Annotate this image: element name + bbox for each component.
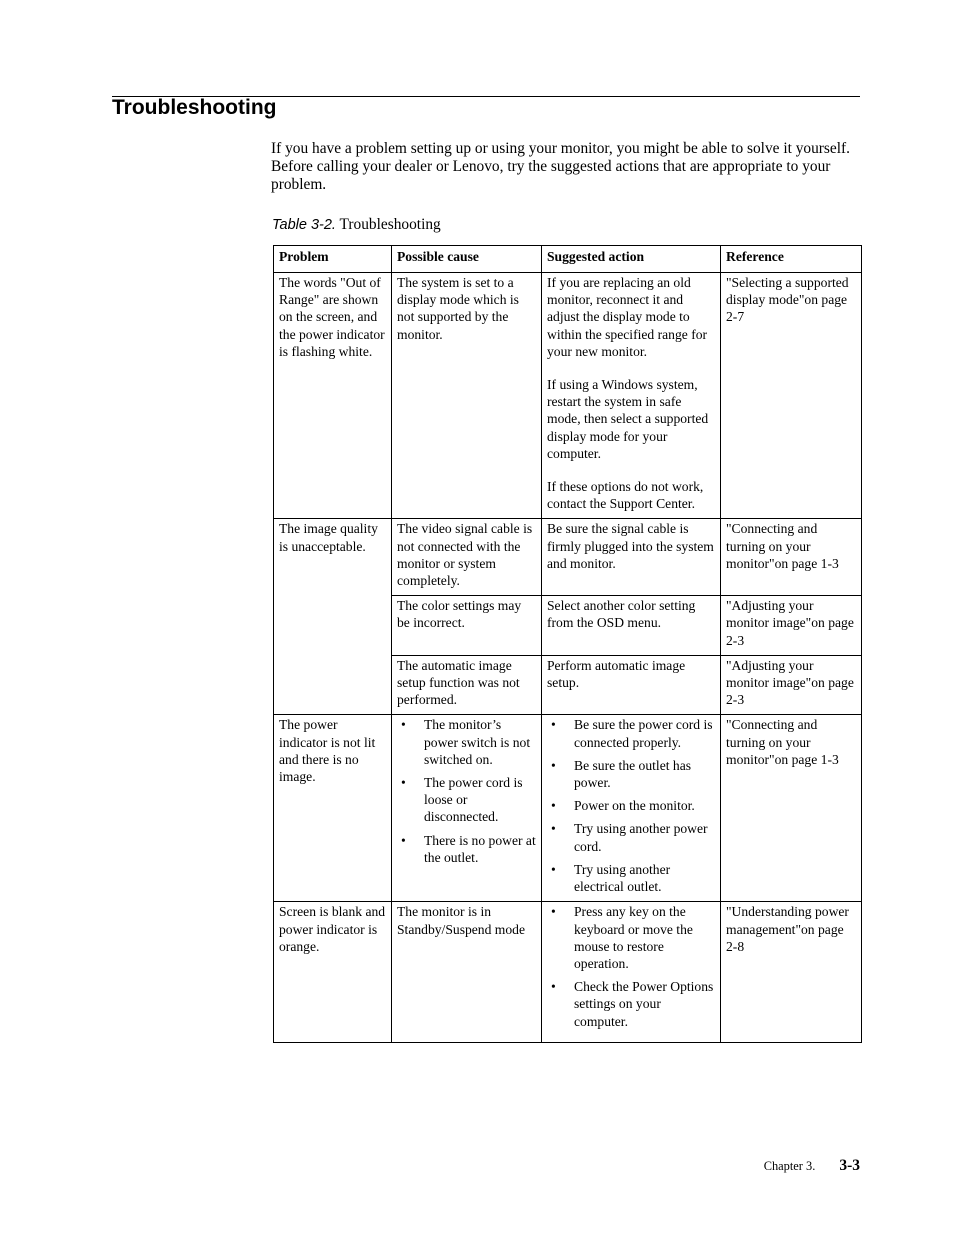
problem-cell: Screen is blank and power indicator is orange. [274, 902, 392, 1042]
list-item: • The power cord is loose or disconnected. [397, 774, 536, 826]
list-item: • There is no power at the outlet. [397, 832, 536, 866]
table-caption-text: Troubleshooting [335, 216, 441, 233]
reference-cell: "Connecting and turning on your monitor"on page 1-3 [721, 519, 862, 596]
action-paragraph: If using a Windows system, restart the system in safe mode, then select a supported display mode for your computer. [547, 377, 709, 461]
action-cell [542, 715, 721, 902]
header-possible-cause: Possible cause [392, 246, 542, 273]
action-cell [542, 902, 721, 1042]
action-paragraph: If you are replacing an old monitor, reconnect it and adjust the display mode to within the specified range for your new monitor. [547, 275, 708, 359]
action-cell: Select another color setting from the OSD menu. [542, 596, 721, 656]
action-list [547, 716, 715, 895]
list-item: • Try using another electrical outlet. [547, 861, 715, 895]
cause-cell: The monitor is in Standby/Suspend mode [392, 902, 542, 1042]
reference-cell: "Adjusting your monitor image"on page 2-3 [721, 655, 862, 715]
cause-cell: The automatic image setup function was not performed. [392, 655, 542, 715]
intro-paragraph: If you have a problem setting up or using your monitor, you might be able to solve it yourself. Before calling your dealer or Lenovo, try the suggested actions that are appropriate to your problem. [271, 140, 850, 193]
reference-cell: "Adjusting your monitor image"on page 2-3 [721, 596, 862, 656]
action-list [547, 903, 715, 1029]
table-row [274, 715, 862, 902]
reference-cell: "Understanding power management"on page 2-8 [721, 902, 862, 1042]
list-item: • Try using another power cord. [547, 820, 715, 854]
page-footer [764, 1156, 860, 1176]
action-cell: Be sure the signal cable is firmly plugged into the system and monitor. [542, 519, 721, 596]
table-row [274, 273, 862, 519]
list-item: • Check the Power Options settings on your computer. [547, 978, 715, 1030]
list-item: • Be sure the power cord is connected properly. [547, 716, 715, 750]
cause-cell [392, 715, 542, 902]
page-title: Troubleshooting [112, 96, 277, 119]
list-item: • Press any key on the keyboard or move the mouse to restore operation. [547, 903, 715, 972]
header-suggested-action: Suggested action [542, 246, 721, 273]
cause-list [397, 716, 536, 866]
header-problem: Problem [274, 246, 392, 273]
action-cell [542, 273, 721, 519]
action-paragraph: If these options do not work, contact the Support Center. [547, 479, 704, 512]
table-row [274, 519, 862, 596]
action-cell: Perform automatic image setup. [542, 655, 721, 715]
header-reference: Reference [721, 246, 862, 273]
footer-chapter: Chapter 3. [763, 1159, 816, 1173]
table-caption-label: Table 3-2. [272, 217, 336, 233]
cause-cell: The color settings may be incorrect. [392, 596, 542, 656]
troubleshooting-table [273, 245, 862, 1043]
cause-cell: The video signal cable is not connected with the monitor or system completely. [392, 519, 542, 596]
table-row [274, 902, 862, 1042]
list-item: • Power on the monitor. [547, 797, 715, 814]
reference-cell: "Selecting a supported display mode"on page 2-7 [721, 273, 862, 519]
table-caption [272, 216, 441, 234]
problem-cell: The image quality is unacceptable. [274, 519, 392, 715]
list-item: • Be sure the outlet has power. [547, 757, 715, 791]
list-item: • The monitor’s power switch is not switched on. [397, 716, 536, 768]
problem-cell: The words "Out of Range" are shown on the screen, and the power indicator is flashing white. [274, 273, 392, 519]
page-number: 3-3 [839, 1157, 860, 1174]
problem-cell: The power indicator is not lit and there is no image. [274, 715, 392, 902]
table-header-row [274, 246, 862, 273]
cause-cell: The system is set to a display mode which is not supported by the monitor. [392, 273, 542, 519]
reference-cell: "Connecting and turning on your monitor"on page 1-3 [721, 715, 862, 902]
